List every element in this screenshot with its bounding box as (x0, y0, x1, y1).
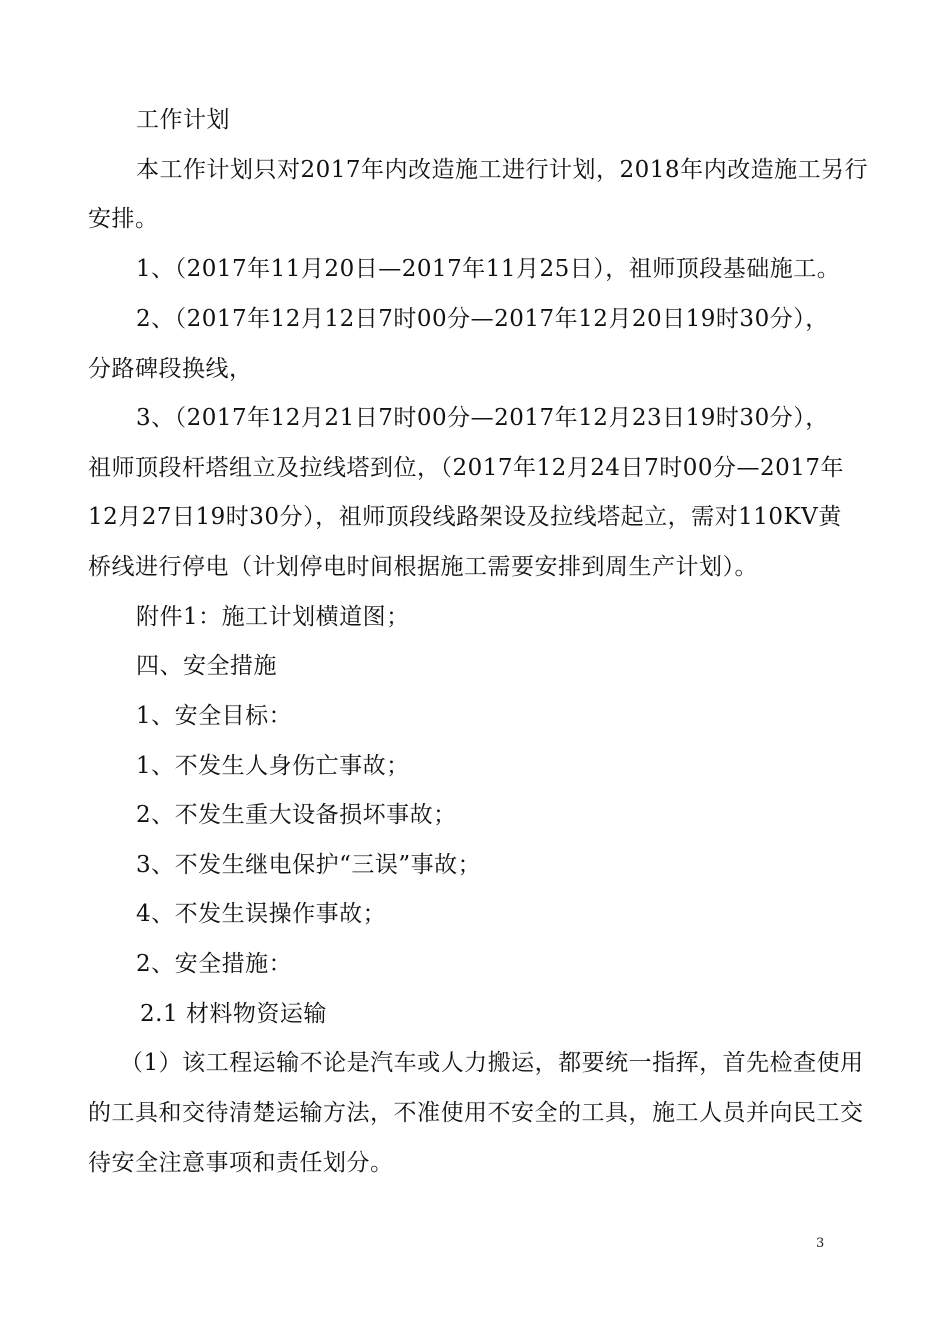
text-line: 2、不发生重大设备损坏事故； (136, 802, 457, 828)
text-line: 附件1：施工计划横道图； (136, 604, 410, 630)
text-line: 2、安全措施： (136, 951, 293, 977)
text-line: 桥线进行停电（计划停电时间根据施工需要安排到周生产计划）。 (88, 554, 758, 580)
text-line: 1、（2017年11月20日—2017年11月25日），祖师顶段基础施工。 (136, 256, 841, 282)
page-number: 3 (816, 1236, 825, 1251)
text-line: 待安全注意事项和责任划分。 (88, 1150, 394, 1176)
text-line: 分路碑段换线， (88, 356, 253, 382)
text-line: 的工具和交待清楚运输方法，不准使用不安全的工具，施工人员并向民工交 (88, 1100, 864, 1126)
text-line: 本工作计划只对2017年内改造施工进行计划，2018年内改造施工另行 (136, 157, 869, 183)
text-line: 祖师顶段杆塔组立及拉线塔到位，（2017年12月24日7时00分—2017年 (88, 455, 844, 481)
section-heading: 四、安全措施 (136, 653, 277, 679)
text-line: 12月27日19时30分），祖师顶段线路架设及拉线塔起立，需对110KV黄 (88, 504, 842, 530)
text-line: 2、（2017年12月12日7时00分—2017年12月20日19时30分）， (136, 306, 829, 332)
subsection-heading: 2.1 材料物资运输 (140, 1001, 327, 1027)
text-line: 工作计划 (136, 107, 230, 133)
text-line: 4、不发生误操作事故； (136, 901, 387, 927)
text-line: （1）该工程运输不论是汽车或人力搬运，都要统一指挥，首先检查使用 (120, 1050, 864, 1076)
text-line: 1、不发生人身伤亡事故； (136, 753, 410, 779)
text-line: 1、安全目标： (136, 703, 293, 729)
text-line: 3、（2017年12月21日7时00分—2017年12月23日19时30分）， (136, 405, 829, 431)
text-line: 安排。 (88, 206, 159, 232)
text-line: 3、不发生继电保护“三误”事故； (136, 852, 482, 878)
